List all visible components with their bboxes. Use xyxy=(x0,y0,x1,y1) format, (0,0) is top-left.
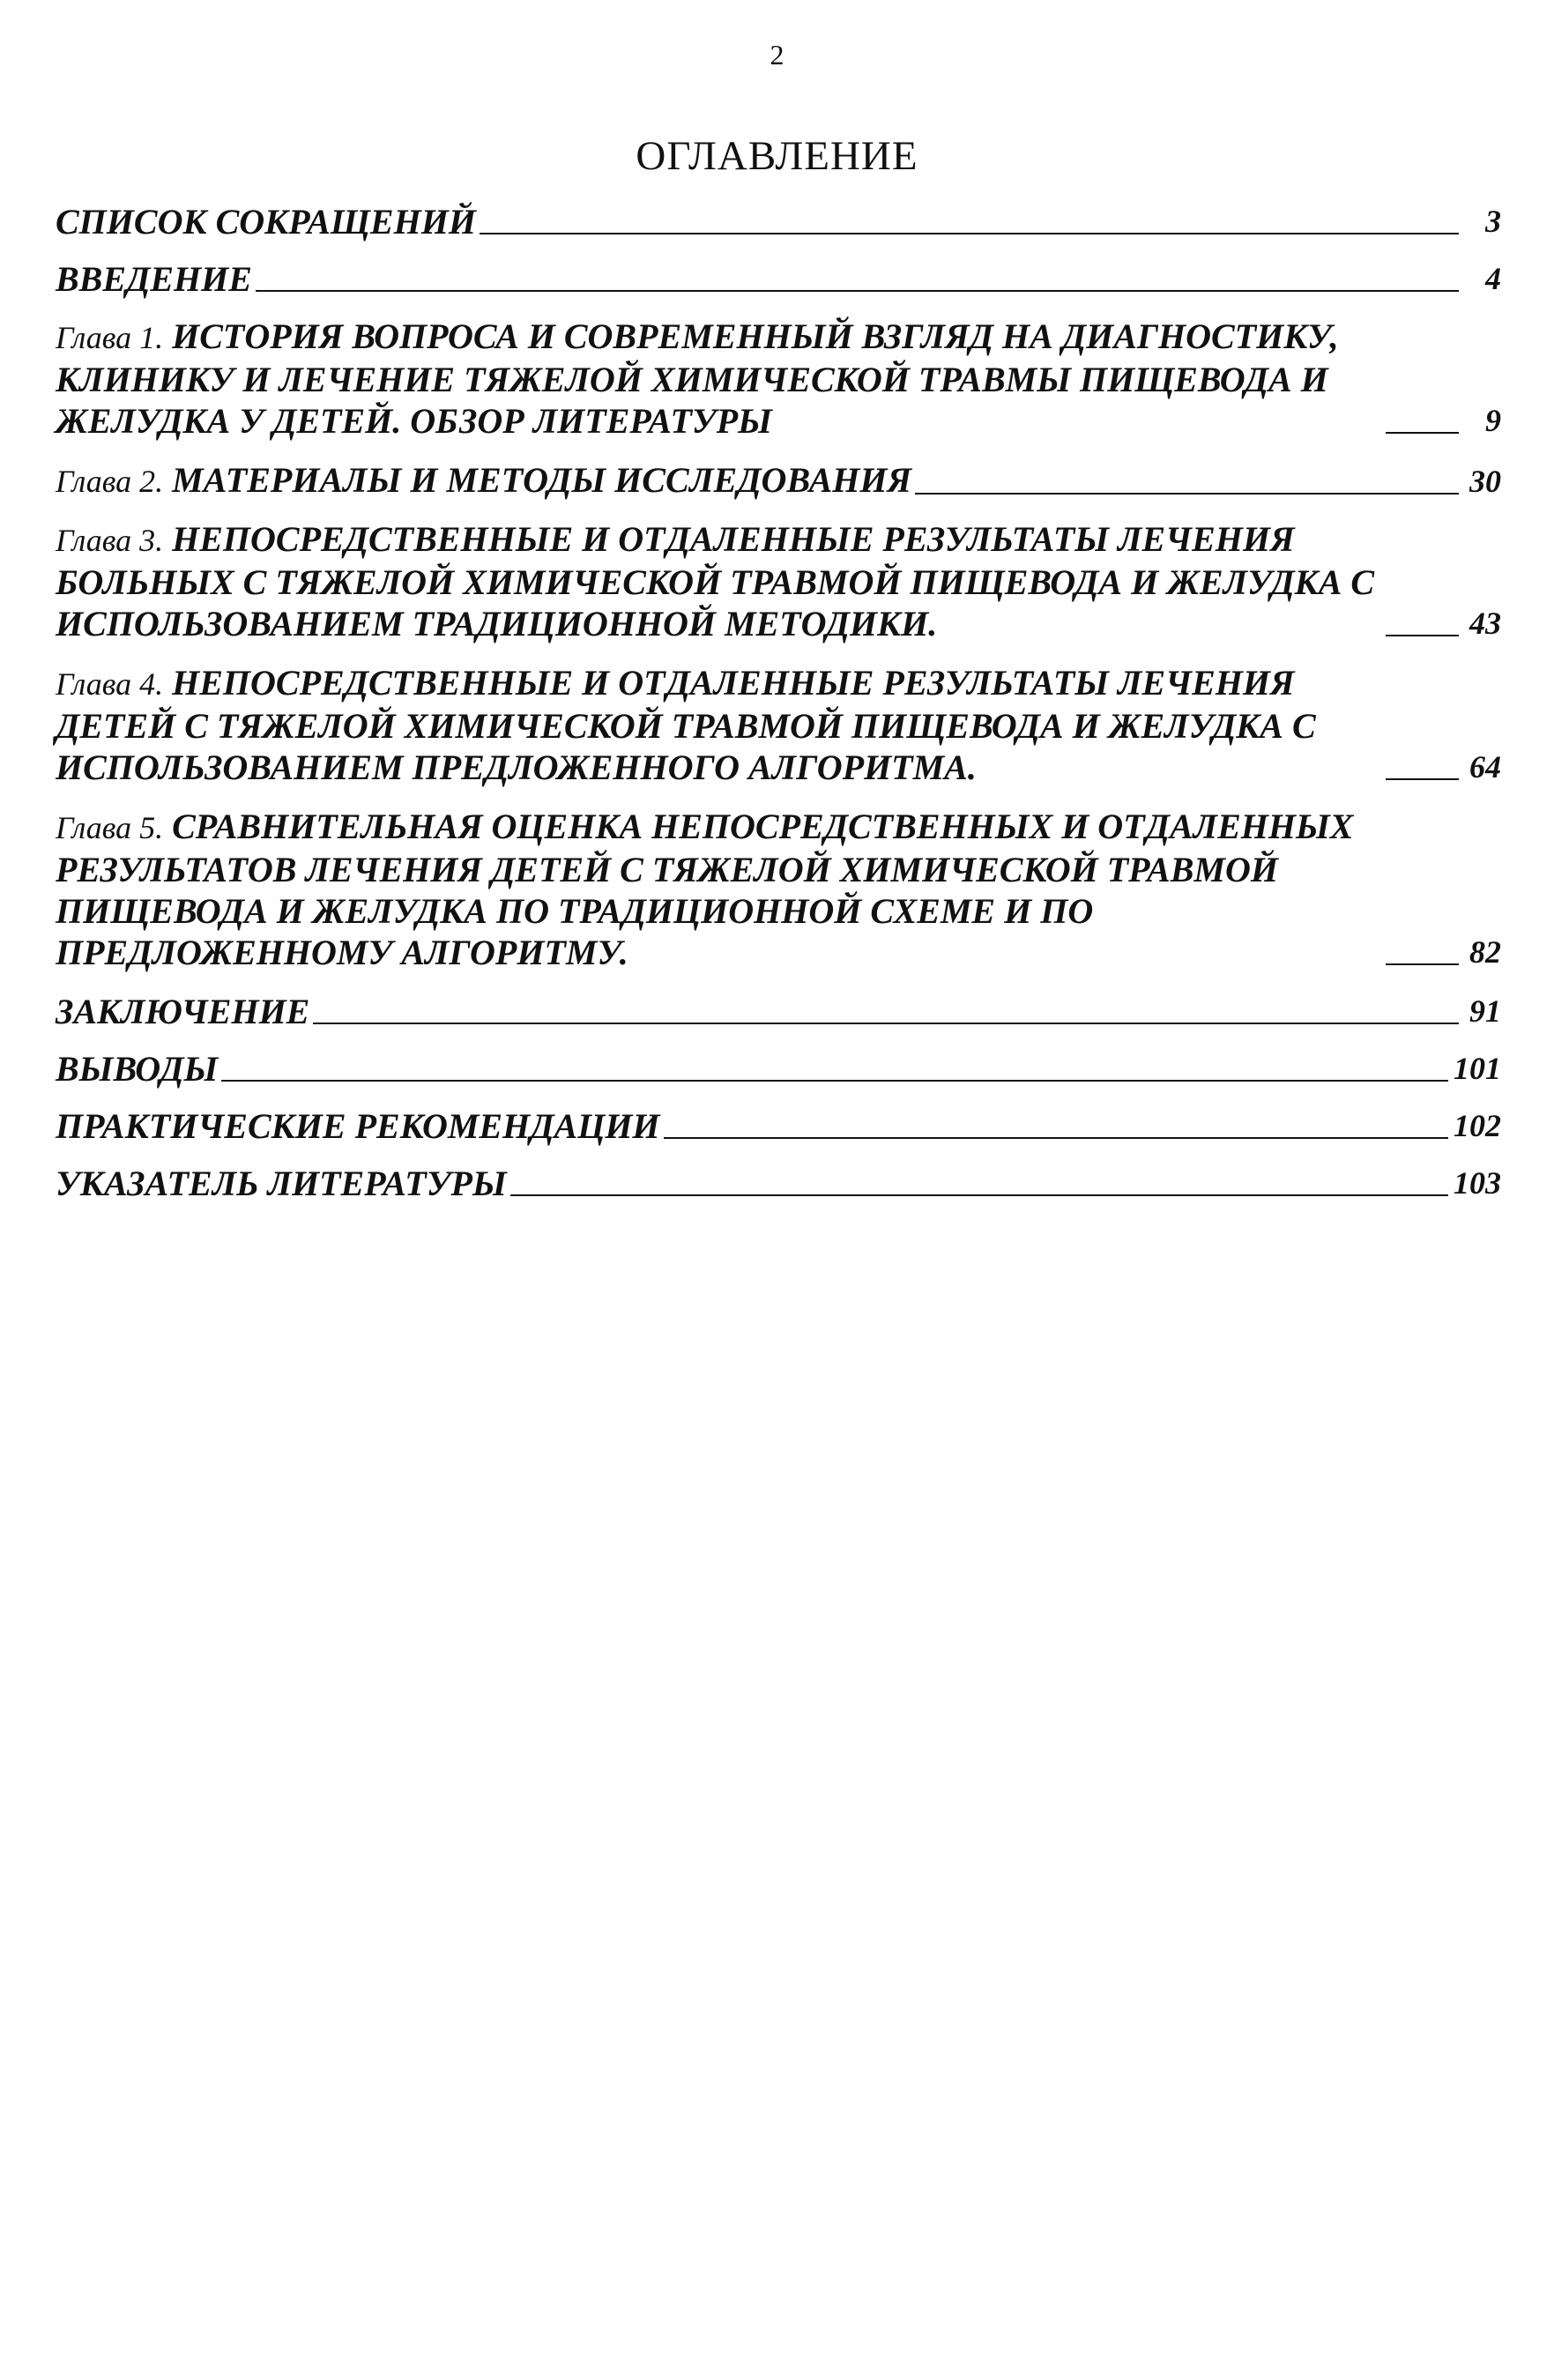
toc-entry-title: СРАВНИТЕЛЬНАЯ ОЦЕНКА НЕПОСРЕДСТВЕННЫХ И ОТДАЛЕННЫХ РЕЗУЛЬТАТОВ ЛЕЧЕНИЯ ДЕТЕЙ С ТЯЖЕЛОЙ ХИМИЧЕСКОЙ ТРАВМОЙ ПИЩЕВОДА И ЖЕЛУДКА ПО ТРАДИЦИОННОЙ СХЕМЕ И ПО ПРЕДЛОЖЕННОМУ АЛГОРИТМУ. xyxy=(56,807,1354,972)
table-of-contents xyxy=(56,201,1501,1220)
toc-leader-line xyxy=(1386,963,1459,965)
toc-entry-chapter-5[interactable] xyxy=(56,806,1501,973)
toc-entry-text: ВВЕДЕНИЕ xyxy=(56,259,252,299)
toc-entry-page: 3 xyxy=(1485,204,1501,239)
toc-entry-introduction[interactable] xyxy=(56,258,1501,300)
toc-entry-page: 9 xyxy=(1485,403,1501,438)
toc-leader-line xyxy=(256,290,1459,292)
toc-entry-text xyxy=(56,806,1382,973)
toc-entry-prefix: Глава 5. xyxy=(56,810,164,845)
toc-entry-page: 82 xyxy=(1469,934,1501,970)
toc-entry-text: ЗАКЛЮЧЕНИЕ xyxy=(56,992,310,1031)
toc-leader-line xyxy=(1386,635,1459,636)
toc-entry-text xyxy=(56,662,1382,788)
toc-leader-line xyxy=(221,1080,1448,1082)
page-number: 2 xyxy=(770,39,784,71)
toc-entry-findings[interactable] xyxy=(56,1048,1501,1090)
toc-leader-line xyxy=(915,493,1459,495)
toc-leader-line xyxy=(480,233,1459,234)
toc-entry-text xyxy=(56,459,911,502)
toc-entry-chapter-4[interactable] xyxy=(56,662,1501,788)
toc-leader-line xyxy=(664,1137,1448,1139)
toc-title: ОГЛАВЛЕНИЕ xyxy=(636,133,918,179)
toc-entry-prefix: Глава 2. xyxy=(56,464,164,499)
toc-entry-title: НЕПОСРЕДСТВЕННЫЕ И ОТДАЛЕННЫЕ РЕЗУЛЬТАТЫ ЛЕЧЕНИЯ БОЛЬНЫХ С ТЯЖЕЛОЙ ХИМИЧЕСКОЙ ТРАВМОЙ ПИЩЕВОДА И ЖЕЛУДКА С ИСПОЛЬЗОВАНИЕМ ТРАДИЦИОННОЙ МЕТОДИКИ. xyxy=(56,519,1375,643)
toc-entry-page: 64 xyxy=(1469,749,1501,785)
toc-entry-page: 103 xyxy=(1454,1165,1501,1201)
toc-entry-prefix: Глава 4. xyxy=(56,666,164,702)
toc-entry-title: МАТЕРИАЛЫ И МЕТОДЫ ИССЛЕДОВАНИЯ xyxy=(172,460,912,500)
toc-leader-line xyxy=(1386,432,1459,434)
toc-entry-title: НЕПОСРЕДСТВЕННЫЕ И ОТДАЛЕННЫЕ РЕЗУЛЬТАТЫ ЛЕЧЕНИЯ ДЕТЕЙ С ТЯЖЕЛОЙ ХИМИЧЕСКОЙ ТРАВМОЙ ПИЩЕВОДА И ЖЕЛУДКА С ИСПОЛЬЗОВАНИЕМ ПРЕДЛОЖЕННОГО АЛГОРИТМА. xyxy=(56,663,1316,787)
toc-entry-text: ПРАКТИЧЕСКИЕ РЕКОМЕНДАЦИИ xyxy=(56,1106,660,1146)
toc-entry-references[interactable] xyxy=(56,1163,1501,1204)
toc-leader-line xyxy=(313,1023,1459,1024)
toc-entry-recommendations[interactable] xyxy=(56,1105,1501,1147)
toc-entry-conclusion[interactable] xyxy=(56,991,1501,1032)
toc-entry-page: 102 xyxy=(1454,1108,1501,1143)
toc-entry-page: 101 xyxy=(1454,1051,1501,1086)
toc-entry-text: ВЫВОДЫ xyxy=(56,1049,219,1089)
toc-entry-chapter-1[interactable] xyxy=(56,316,1501,442)
toc-leader-line xyxy=(510,1194,1448,1196)
toc-entry-chapter-3[interactable] xyxy=(56,518,1501,644)
toc-entry-abbreviations[interactable] xyxy=(56,201,1501,242)
toc-entry-title: ИСТОРИЯ ВОПРОСА И СОВРЕМЕННЫЙ ВЗГЛЯД НА ДИАГНОСТИКУ, КЛИНИКУ И ЛЕЧЕНИЕ ТЯЖЕЛОЙ ХИМИЧЕСКОЙ ТРАВМЫ ПИЩЕВОДА И ЖЕЛУДКА У ДЕТЕЙ. ОБЗОР ЛИТЕРАТУРЫ xyxy=(56,316,1339,441)
toc-entry-prefix: Глава 3. xyxy=(56,523,164,558)
toc-entry-page: 4 xyxy=(1485,261,1501,296)
toc-entry-text: СПИСОК СОКРАЩЕНИЙ xyxy=(56,202,476,242)
toc-leader-line xyxy=(1386,778,1459,780)
toc-entry-page: 91 xyxy=(1469,993,1501,1029)
toc-entry-prefix: Глава 1. xyxy=(56,320,164,355)
toc-entry-page: 43 xyxy=(1469,606,1501,641)
toc-entry-text xyxy=(56,518,1382,644)
toc-entry-page: 30 xyxy=(1469,464,1501,499)
toc-entry-chapter-2[interactable] xyxy=(56,459,1501,502)
toc-entry-text xyxy=(56,316,1382,442)
toc-entry-text: УКАЗАТЕЛЬ ЛИТЕРАТУРЫ xyxy=(56,1164,507,1203)
